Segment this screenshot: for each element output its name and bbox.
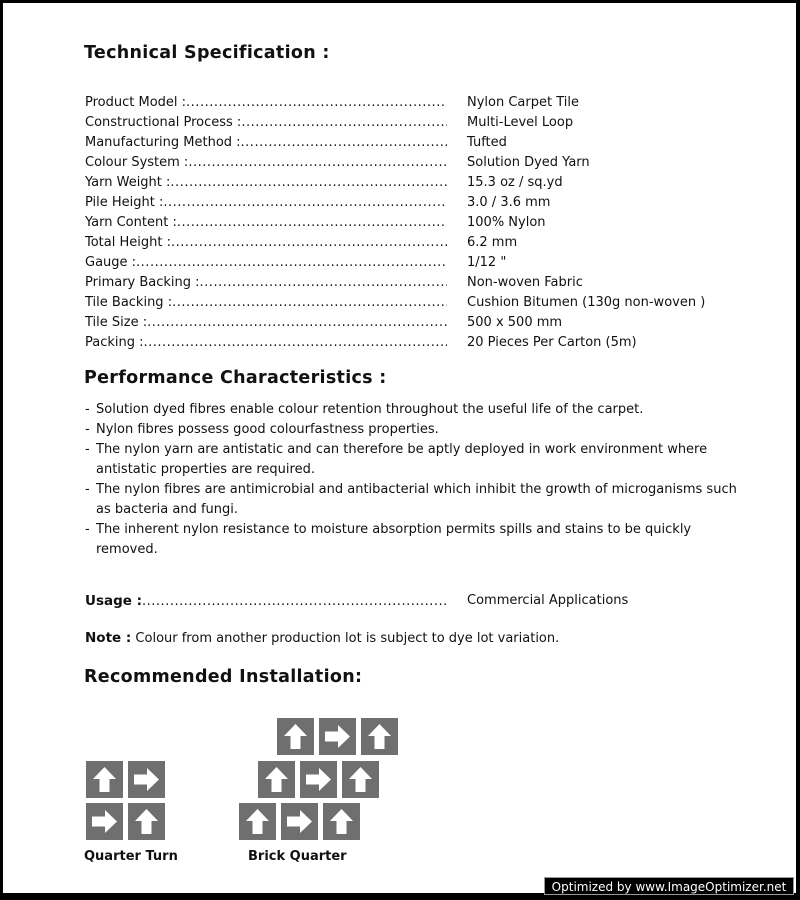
carpet-tile xyxy=(319,718,356,755)
spec-row xyxy=(85,234,765,254)
spec-label: Pile Height : ..... xyxy=(85,195,447,210)
usage-value: Commercial Applications xyxy=(467,593,629,608)
arrow-up-icon xyxy=(323,803,360,840)
performance-item-text: The nylon yarn are antistatic and can therefore be aptly deployed in work environment where antistatic properties are required. xyxy=(96,442,708,477)
performance-heading: Performance Characteristics : xyxy=(84,368,387,388)
spec-row xyxy=(85,174,765,194)
arrow-up-icon xyxy=(128,803,165,840)
spec-label: Yarn Weight : ..... xyxy=(85,175,447,190)
carpet-tile xyxy=(323,803,360,840)
arrow-up-icon xyxy=(342,761,379,798)
installation-heading: Recommended Installation: xyxy=(84,667,363,687)
spec-value: Multi-Level Loop xyxy=(467,115,574,130)
spec-value: 500 x 500 mm xyxy=(467,315,563,330)
bullet-dash: - xyxy=(85,522,90,537)
carpet-tile xyxy=(277,718,314,755)
spec-value: 15.3 oz / sq.yd xyxy=(467,175,563,190)
spec-row xyxy=(85,114,765,134)
performance-item xyxy=(85,520,775,560)
spec-table xyxy=(85,94,765,354)
performance-item-text: The inherent nylon resistance to moisture absorption permits spills and stains to be quickly removed. xyxy=(96,522,692,557)
watermark: Optimized by www.ImageOptimizer.net xyxy=(544,877,794,895)
spec-label: Gauge : ..... xyxy=(85,255,447,270)
carpet-tile xyxy=(258,761,295,798)
usage-row xyxy=(85,593,765,613)
carpet-tile xyxy=(342,761,379,798)
spec-row xyxy=(85,194,765,214)
spec-label: Primary Backing : ..... xyxy=(85,275,447,290)
spec-row xyxy=(85,214,765,234)
arrow-right-icon xyxy=(300,761,337,798)
spec-value: 6.2 mm xyxy=(467,235,518,250)
note-label: Note : xyxy=(85,630,132,646)
carpet-tile xyxy=(86,803,123,840)
spec-label: Constructional Process : ..... xyxy=(85,115,447,130)
performance-item xyxy=(85,480,775,520)
spec-row xyxy=(85,134,765,154)
spec-label: Tile Size : ..... xyxy=(85,315,447,330)
spec-row xyxy=(85,274,765,294)
performance-item-text: The nylon fibres are antimicrobial and antibacterial which inhibit the growth of microganisms such as bacteria and fungi. xyxy=(96,482,737,517)
spec-label: Tile Backing : ..... xyxy=(85,295,447,310)
spec-label: Manufacturing Method : ..... xyxy=(85,135,447,150)
performance-item xyxy=(85,400,775,420)
performance-item xyxy=(85,420,775,440)
arrow-up-icon xyxy=(361,718,398,755)
spec-row xyxy=(85,294,765,314)
quarter-turn-caption: Quarter Turn xyxy=(84,849,178,864)
note-line xyxy=(85,630,559,646)
spec-row xyxy=(85,254,765,274)
spec-value: 3.0 / 3.6 mm xyxy=(467,195,551,210)
spec-row xyxy=(85,334,765,354)
arrow-up-icon xyxy=(277,718,314,755)
brick-quarter-caption: Brick Quarter xyxy=(248,849,347,864)
spec-label: Yarn Content : ..... xyxy=(85,215,447,230)
spec-label: Colour System : ..... xyxy=(85,155,447,170)
arrow-up-icon xyxy=(258,761,295,798)
performance-item xyxy=(85,440,775,480)
spec-value: 20 Pieces Per Carton (5m) xyxy=(467,335,637,350)
spec-row xyxy=(85,314,765,334)
carpet-tile xyxy=(128,803,165,840)
spec-label: Product Model : ..... xyxy=(85,95,447,110)
spec-label: Packing : ..... xyxy=(85,335,447,350)
bullet-dash: - xyxy=(85,422,90,437)
spec-row xyxy=(85,154,765,174)
performance-item-text: Nylon fibres possess good colourfastness properties. xyxy=(96,422,439,437)
spec-value: Non-woven Fabric xyxy=(467,275,583,290)
carpet-tile xyxy=(281,803,318,840)
arrow-right-icon xyxy=(281,803,318,840)
performance-list xyxy=(85,400,775,560)
arrow-right-icon xyxy=(128,761,165,798)
spec-value: Nylon Carpet Tile xyxy=(467,95,579,110)
arrow-up-icon xyxy=(86,761,123,798)
carpet-tile xyxy=(300,761,337,798)
spec-value: 1/12 " xyxy=(467,255,507,270)
bullet-dash: - xyxy=(85,442,90,457)
spec-row xyxy=(85,94,765,114)
usage-label-cell xyxy=(85,593,447,609)
note-text: Colour from another production lot is subject to dye lot variation. xyxy=(135,631,560,646)
technical-spec-heading: Technical Specification : xyxy=(84,43,330,63)
bullet-dash: - xyxy=(85,402,90,417)
carpet-tile xyxy=(239,803,276,840)
carpet-tile xyxy=(86,761,123,798)
arrow-right-icon xyxy=(319,718,356,755)
spec-value: Cushion Bitumen (130g non-woven ) xyxy=(467,295,706,310)
arrow-up-icon xyxy=(239,803,276,840)
spec-value: Tufted xyxy=(467,135,507,150)
spec-value: Solution Dyed Yarn xyxy=(467,155,590,170)
spec-label: Total Height : ..... xyxy=(85,235,447,250)
carpet-tile xyxy=(361,718,398,755)
usage-label: Usage : xyxy=(85,593,143,609)
spec-value: 100% Nylon xyxy=(467,215,546,230)
bullet-dash: - xyxy=(85,482,90,497)
arrow-right-icon xyxy=(86,803,123,840)
carpet-tile xyxy=(128,761,165,798)
performance-item-text: Solution dyed fibres enable colour retention throughout the useful life of the carpet. xyxy=(96,402,644,417)
